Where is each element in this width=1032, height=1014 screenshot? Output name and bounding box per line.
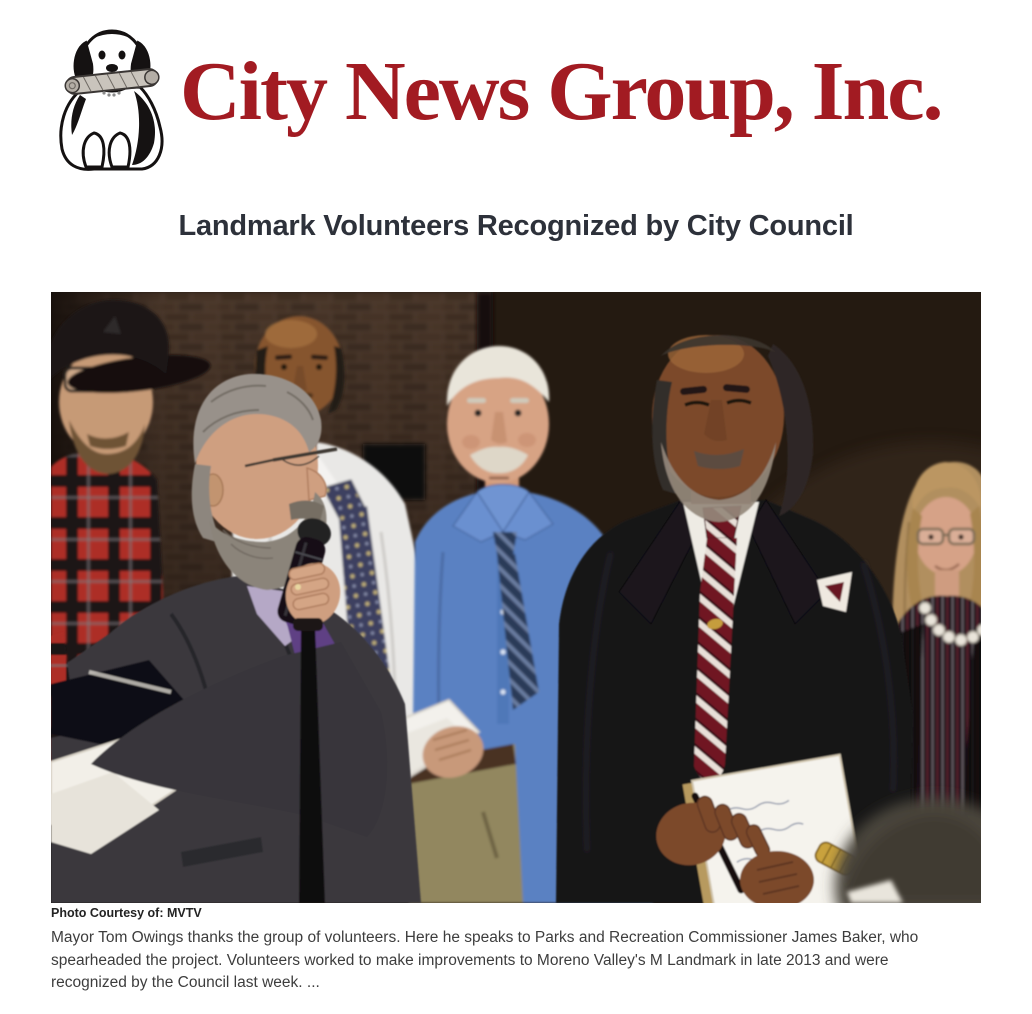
article-headline: Landmark Volunteers Recognized by City Council [178, 210, 854, 242]
caption-line: Mayor Tom Owings thanks the group of volunteers. Here he speaks to Parks and Recreation Commissioner James Baker, who [51, 929, 919, 946]
logo-link[interactable] [48, 15, 942, 177]
dog-logo-icon [48, 15, 176, 177]
photo-credit: Photo Courtesy of: MVTV [51, 906, 202, 920]
masthead [48, 14, 942, 178]
logo-text: City News Group, Inc. [180, 45, 942, 138]
caption-line: spearheaded the project. Volunteers worked to make improvements to Moreno Valley's M Landmark in late 2013 and were [51, 951, 889, 969]
caption-line: recognized by the Council last week. ... [51, 974, 320, 991]
photo-caption [51, 927, 991, 995]
article-photo [51, 292, 981, 903]
